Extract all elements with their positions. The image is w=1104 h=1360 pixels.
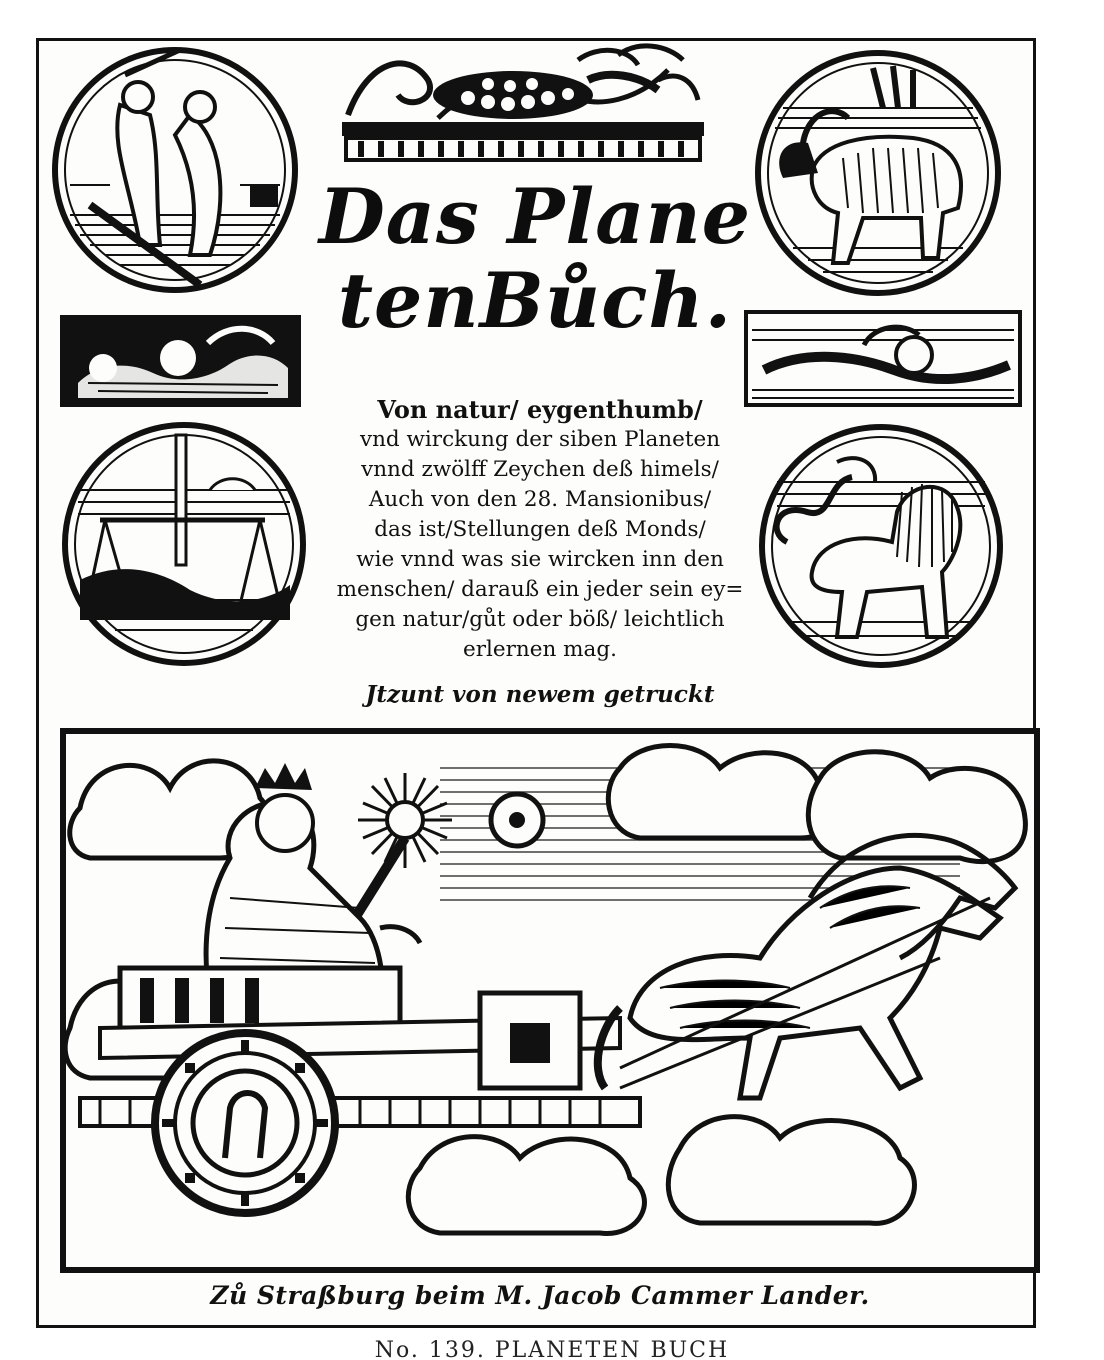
imprint-line: Zů Straßburg beim M. Jacob Cammer Lander.: [210, 1281, 870, 1310]
left-figure-plate: [58, 313, 303, 409]
reprint-line: Jtzunt von newem getruckt: [365, 681, 715, 708]
capricorn-medallion: [753, 48, 1003, 298]
subtitle-line: vnnd zwölff Zeychen deß himels/: [361, 457, 719, 482]
subtitle-line: menschen/ darauß ein jeder sein ey=: [336, 577, 744, 602]
caption: No. 139. PLANETEN BUCH: [374, 1338, 730, 1360]
ornament-header: [338, 40, 710, 165]
leo-medallion: [757, 422, 1005, 670]
subtitle-line: gen natur/gůt oder böß/ leichtlich: [355, 607, 725, 632]
title-line-1: Das Plane: [318, 172, 752, 261]
subtitle-line: wie vnnd was sie wircken inn den: [356, 547, 724, 572]
title-block: [300, 172, 770, 345]
subtitle-line: Von natur/ eygenthumb/: [377, 395, 703, 424]
sun-chariot-woodcut: [60, 728, 1040, 1273]
gemini-medallion: [50, 45, 300, 295]
right-figure-plate: [744, 310, 1022, 407]
subtitle-block: [330, 395, 750, 665]
title-line-2: tenBůch.: [337, 256, 733, 345]
subtitle-line: erlernen mag.: [463, 637, 617, 662]
libra-medallion: [60, 420, 308, 668]
subtitle-line: vnd wirckung der siben Planeten: [359, 427, 721, 452]
subtitle-line: das ist/Stellungen deß Monds/: [374, 517, 706, 542]
subtitle-line: Auch von den 28. Mansionibus/: [368, 487, 712, 512]
